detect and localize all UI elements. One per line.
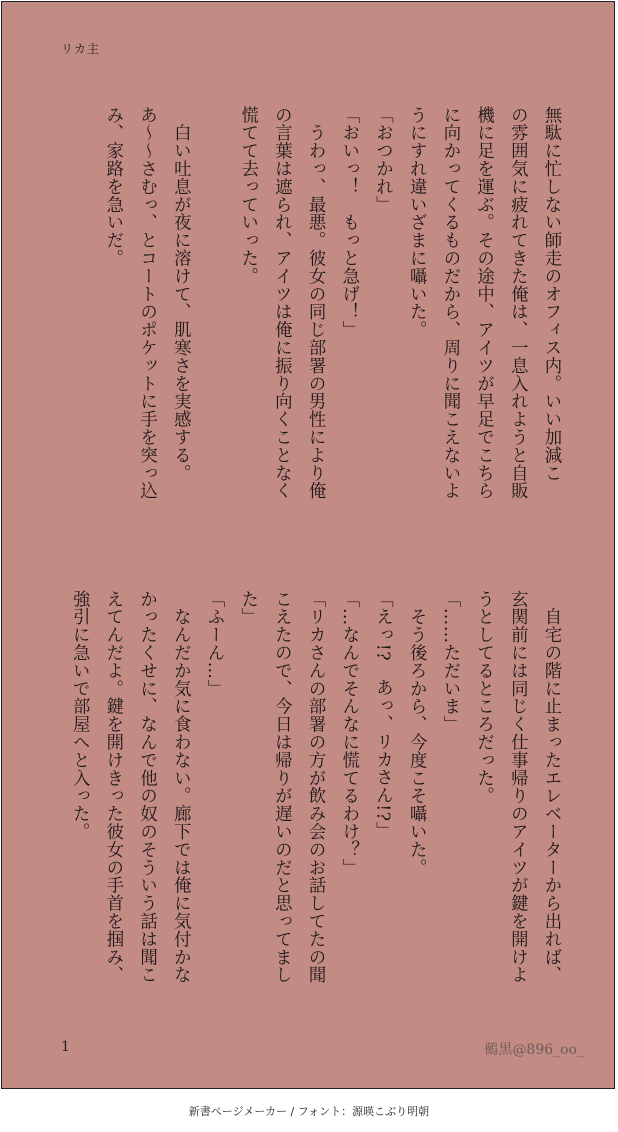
text-line: なんだか気に食わない。廊下では俺に気付かな: [170, 590, 191, 984]
text-line: こえたので、今日は帰りが遅いのだと思ってまし: [271, 590, 292, 984]
text-line: あ〜〜さむっ、とコートのポケットに手を突っ込: [136, 106, 157, 500]
text-line: そう後ろから、今度こそ囁いた。: [406, 590, 427, 877]
text-line: かったくせに、なんで他の奴のそういう話は聞こ: [136, 590, 157, 984]
text-line: 「おいっ！ もっと急げ！」: [338, 106, 359, 339]
text-line: 「…なんでそんなに慌てるわけ？」: [338, 590, 359, 877]
text-line: 「……ただいま」: [439, 590, 460, 734]
text-line: 白い吐息が夜に溶けて、肌寒さを実感する。: [170, 106, 191, 482]
text-line: 自宅の階に止まったエレベーターから出れば、: [541, 590, 561, 984]
text-block-top: [95, 106, 567, 546]
author-handle: 鵺黒@896_oo_: [484, 1042, 584, 1058]
text-line: 強引に急いで部屋へと入った。: [69, 590, 90, 841]
text-line: た」: [237, 590, 258, 626]
text-line: の言葉は遮られ、アイツは俺に振り向くことなく: [271, 106, 292, 500]
page-number: 1: [61, 1039, 70, 1055]
text-line: 玄関前には同じく仕事帰りのアイツが鍵を開けよ: [507, 590, 528, 984]
text-line: 「おつかれ」: [372, 106, 393, 214]
running-head: リカ主: [61, 42, 100, 56]
text-line: うにすれ違いざまに囁いた。: [406, 106, 427, 339]
footer-credit: 新書ページメーカー / フォント：源暎こぶり明朝: [188, 1105, 430, 1118]
text-line: 機に足を運ぶ。その途中、アイツが早足でこちら: [473, 106, 494, 500]
text-block-bottom: [61, 590, 567, 1030]
text-line: 無駄に忙しない師走のオフィス内。いい加減こ: [541, 106, 561, 482]
text-line: 「えっ!? あっ、リカさん!?」: [372, 590, 393, 840]
text-line: 「リカさんの部署の方が飲み会のお話してたの聞: [305, 590, 326, 984]
text-line: み、家路を急いだ。: [102, 106, 123, 268]
text-line: 慌てて去っていった。: [237, 106, 258, 285]
text-line: 「ふーん…」: [203, 590, 224, 698]
text-line: に向かってくるものだから、周りに聞こえないよ: [439, 106, 460, 500]
text-line: うとしてるところだった。: [473, 590, 494, 805]
text-line: うわっ、最悪。彼女の同じ部署の男性により俺: [305, 106, 326, 500]
text-line: [196, 106, 230, 546]
text-line: えてんだよ。鍵を開けきった彼女の手首を掴み、: [102, 590, 123, 984]
text-line: の雰囲気に疲れてきた俺は、一息入れようと自販: [507, 106, 528, 500]
book-page: [1, 1, 615, 1089]
